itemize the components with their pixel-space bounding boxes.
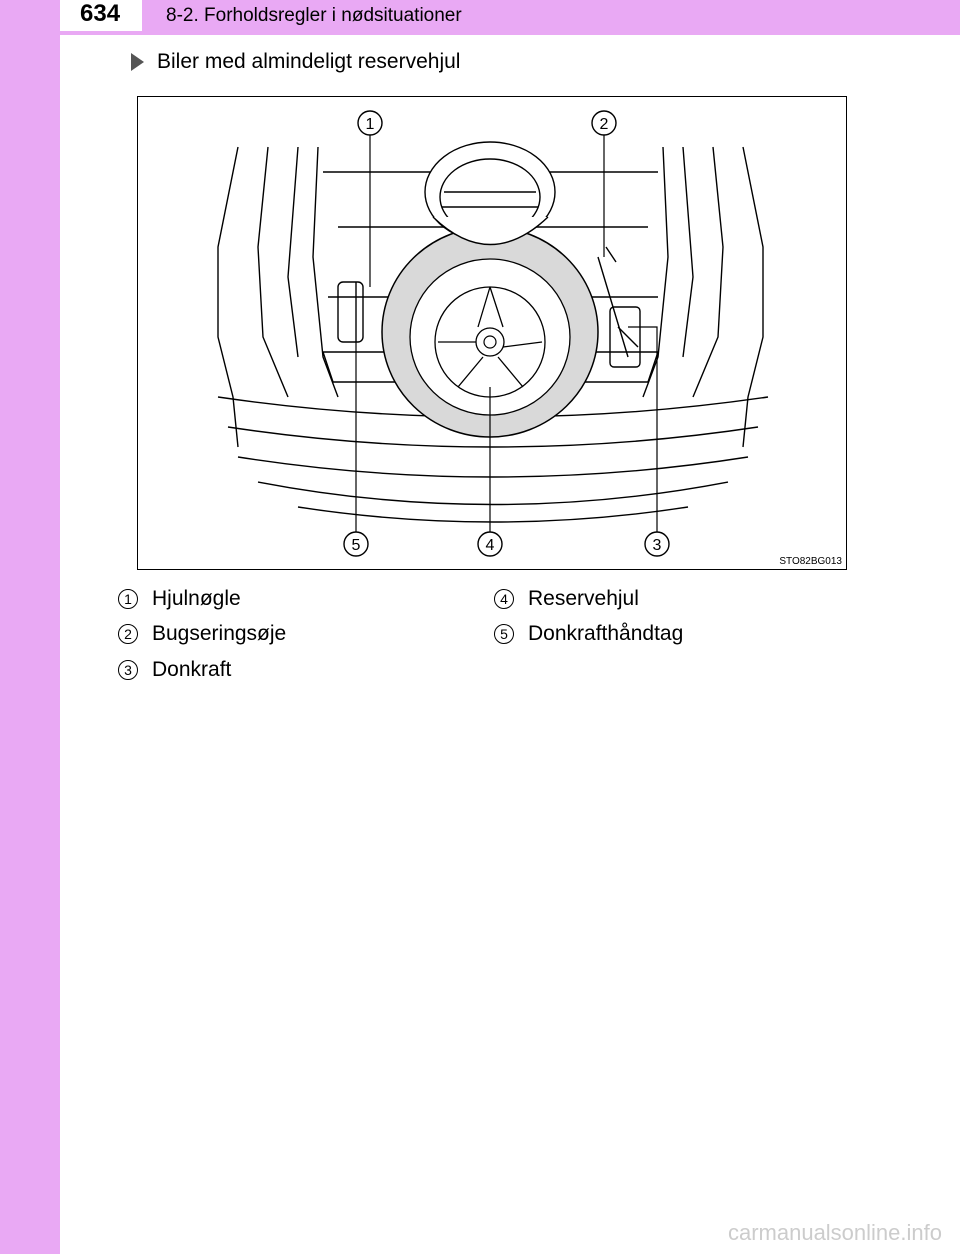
page-number: 634 [60,0,142,31]
trunk-illustration [137,96,847,570]
legend-number-4: 4 [494,589,514,609]
legend-number-5: 5 [494,624,514,644]
callout-1: 1 [365,116,375,133]
legend-label-1: Hjulnøgle [152,587,241,610]
legend-number-2: 2 [118,624,138,644]
legend-item-4 [494,587,639,611]
legend-item-3 [118,658,231,682]
legend-label-2: Bugseringsøje [152,622,287,645]
legend-label-5: Donkrafthåndtag [528,622,684,645]
header-line [0,32,960,35]
callout-4: 4 [485,537,495,554]
subheading-text: Biler med almindeligt reservehjul [157,50,461,73]
legend-number-3: 3 [118,660,138,680]
figure-code: STO82BG013 [779,556,842,567]
trunk-drawing [138,97,848,571]
subheading [131,50,460,74]
legend-item-5 [494,622,683,646]
legend-label-4: Reservehjul [528,587,639,610]
footer-watermark: carmanualsonline.info [727,1220,942,1245]
callout-5: 5 [351,537,361,554]
header-bar [0,0,960,32]
legend-item-1 [118,587,241,611]
triangle-bullet-icon [131,53,144,71]
section-title: 8-2. Forholdsregler i nødsituationer [166,5,462,26]
callout-2: 2 [599,116,609,133]
legend-number-1: 1 [118,589,138,609]
callout-3: 3 [652,537,662,554]
legend-label-3: Donkraft [152,658,232,681]
legend-item-2 [118,622,286,646]
page-sidebar [0,0,60,1254]
